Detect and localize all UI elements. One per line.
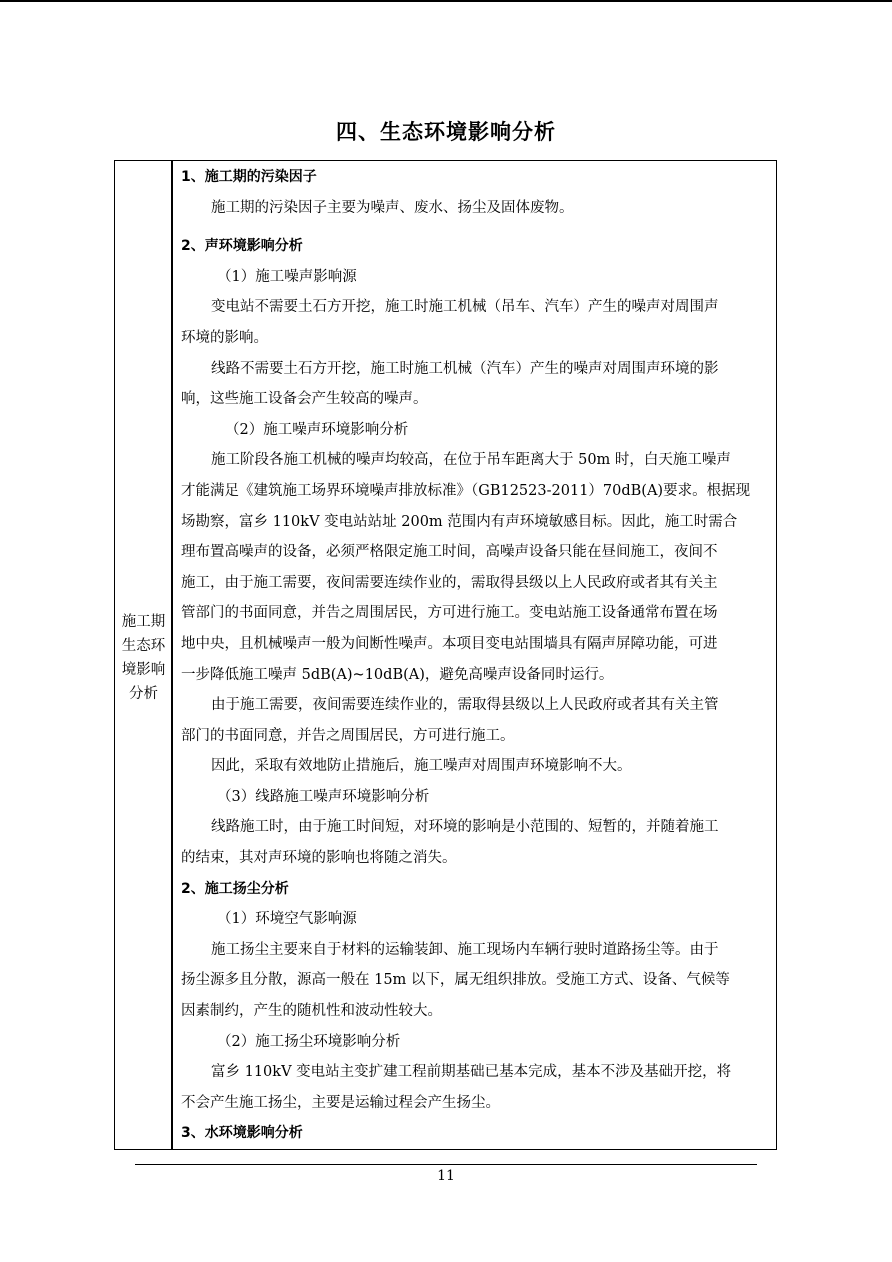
body-text-line: 富乡 110kV 变电站主变扩建工程前期基础已基本完成，基本不涉及基础开挖，将 <box>211 1064 732 1081</box>
body-text-line: 环境的影响。 <box>181 329 268 346</box>
table-column-divider <box>171 160 173 1150</box>
paragraph-gap <box>181 223 771 231</box>
body-text-line: 地中央，且机械噪声一般为间断性噪声。本项目变电站围墙具有隔声屏障功能，可进 <box>181 635 718 652</box>
body-text-line: 响，这些施工设备会产生较高的噪声。 <box>181 391 428 408</box>
row-label-line: 境影响 <box>121 662 166 678</box>
body-text-line: 场勘察，富乡 110kV 变电站站址 200m 范围内有声环境敏感目标。因此，施工时需合 <box>181 513 738 530</box>
body-text-line: 扬尘源多且分散，源高一般在 15m 以下，属无组织排放。受施工方式、设备、气候等 <box>181 972 730 989</box>
subsection-heading: （2）施工噪声环境影响分析 <box>225 421 409 438</box>
body-text-line: 施工扬尘主要来自于材料的运输装卸、施工现场内车辆行驶时道路扬尘等。由于 <box>211 941 719 958</box>
body-text-line: 施工阶段各施工机械的噪声均较高，在位于吊车距离大于 50m 时，白天施工噪声 <box>211 452 731 469</box>
section-heading: 2、声环境影响分析 <box>181 238 303 255</box>
body-text-line: 由于施工需要，夜间需要连续作业的，需取得县级以上人民政府或者其有关主管 <box>211 697 719 714</box>
top-border-line <box>0 0 892 2</box>
page-number: 11 <box>437 1168 455 1184</box>
body-text-line: 才能满足《建筑施工场界环境噪声排放标准》（GB12523-2011）70dB(A)要求。根据现 <box>181 482 751 499</box>
row-label-line: 生态环 <box>121 638 166 654</box>
body-text-line: 变电站不需要土石方开挖，施工时施工机械（吊车、汽车）产生的噪声对周围声 <box>211 299 719 316</box>
body-text-line: 理布置高噪声的设备，必须严格限定施工时间，高噪声设备只能在昼间施工，夜间不 <box>181 544 718 561</box>
row-label-line: 施工期 <box>121 614 166 630</box>
section-heading: 1、施工期的污染因子 <box>181 169 317 185</box>
body-text-line: 线路施工时，由于施工时间短，对环境的影响是小范围的、短暂的，并随着施工 <box>211 819 719 836</box>
body-text-line: 部门的书面同意，并告之周围居民，方可进行施工。 <box>181 727 515 744</box>
body-text-line: 不会产生施工扬尘，主要是运输过程会产生扬尘。 <box>181 1094 500 1111</box>
body-text-line: 管部门的书面同意，并告之周围居民，方可进行施工。变电站施工设备通常布置在场 <box>181 605 718 622</box>
footer-rule <box>135 1164 757 1165</box>
subsection-heading: （2）施工扬尘环境影响分析 <box>217 1033 401 1050</box>
body-text-line: 因此，采取有效地防止措施后，施工噪声对周围声环境影响不大。 <box>211 758 632 775</box>
page-title: 四、生态环境影响分析 <box>336 120 556 144</box>
body-text-line: 因素制约，产生的随机性和波动性较大。 <box>181 1003 442 1020</box>
subsection-heading: （1）施工噪声影响源 <box>217 268 357 285</box>
subsection-heading: （3）线路施工噪声环境影响分析 <box>217 788 430 805</box>
body-text-line: 施工期的污染因子主要为噪声、废水、扬尘及固体废物。 <box>211 199 574 216</box>
section-heading: 3、水环境影响分析 <box>181 1125 303 1142</box>
content-body <box>181 162 771 1149</box>
row-label <box>116 610 171 706</box>
body-text-line: 的结束，其对声环境的影响也将随之消失。 <box>181 850 457 867</box>
row-label-line: 分析 <box>129 686 158 702</box>
body-text-line: 施工，由于施工需要，夜间需要连续作业的，需取得县级以上人民政府或者其有关主 <box>181 574 718 591</box>
body-text-line: 线路不需要土石方开挖，施工时施工机械（汽车）产生的噪声对周围声环境的影 <box>211 360 719 377</box>
body-text-line: 一步降低施工噪声 5dB(A)~10dB(A)，避免高噪声设备同时运行。 <box>181 666 614 683</box>
section-heading: 2、施工扬尘分析 <box>181 880 289 897</box>
subsection-heading: （1）环境空气影响源 <box>217 911 357 928</box>
